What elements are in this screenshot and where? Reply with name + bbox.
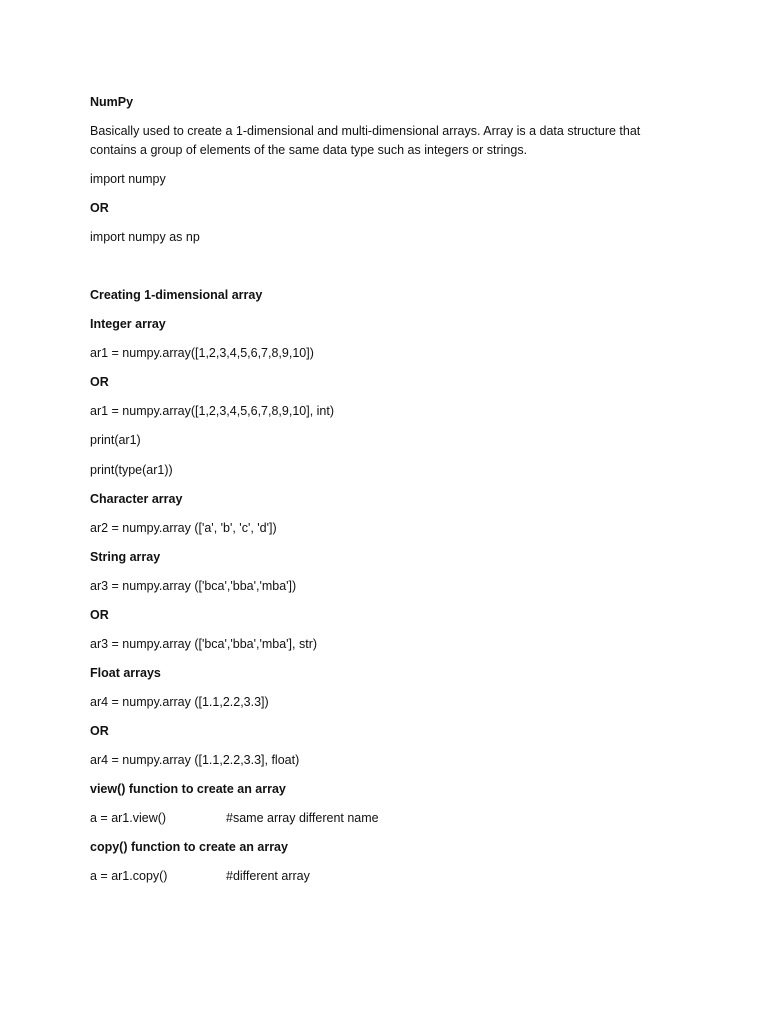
code-int-2: ar1 = numpy.array([1,2,3,4,5,6,7,8,9,10], int)	[90, 404, 335, 418]
code-char: ar2 = numpy.array (['a', 'b', 'c', 'd'])	[90, 521, 277, 535]
code-print-2: print(type(ar1))	[90, 463, 173, 477]
comment-view: #same array different name	[226, 811, 379, 825]
or-label-1: OR	[90, 201, 109, 215]
code-view: a = ar1.view()	[90, 811, 167, 825]
code-float-1: ar4 = numpy.array ([1.1,2.2,3.3])	[90, 695, 269, 709]
code-float-2: ar4 = numpy.array ([1.1,2.2,3.3], float)	[90, 753, 300, 767]
heading-float-arrays: Float arrays	[90, 666, 161, 680]
doc-title: NumPy	[90, 95, 134, 109]
code-copy: a = ar1.copy()	[90, 869, 168, 883]
heading-integer-array: Integer array	[90, 317, 166, 331]
intro-paragraph: Basically used to create a 1-dimensional and multi-dimensional arrays. Array is a data structure that contains a group of elements of the same data type such as integers or strings.	[90, 124, 641, 157]
code-str-1: ar3 = numpy.array (['bca','bba','mba'])	[90, 579, 297, 593]
code-print-1: print(ar1)	[90, 433, 141, 447]
import-line-2: import numpy as np	[90, 230, 200, 244]
code-view-line	[90, 809, 690, 828]
heading-string-array: String array	[90, 550, 161, 564]
code-str-2: ar3 = numpy.array (['bca','bba','mba'], str)	[90, 637, 318, 651]
heading-view-function: view() function to create an array	[90, 782, 286, 796]
heading-character-array: Character array	[90, 492, 183, 506]
comment-copy: #different array	[226, 869, 310, 883]
or-label-2: OR	[90, 375, 109, 389]
or-label-3: OR	[90, 608, 109, 622]
import-line-1: import numpy	[90, 172, 166, 186]
section-heading-1d-array: Creating 1-dimensional array	[90, 288, 263, 302]
or-label-4: OR	[90, 724, 109, 738]
heading-copy-function: copy() function to create an array	[90, 840, 288, 854]
code-int-1: ar1 = numpy.array([1,2,3,4,5,6,7,8,9,10])	[90, 346, 314, 360]
code-copy-line	[90, 867, 690, 886]
